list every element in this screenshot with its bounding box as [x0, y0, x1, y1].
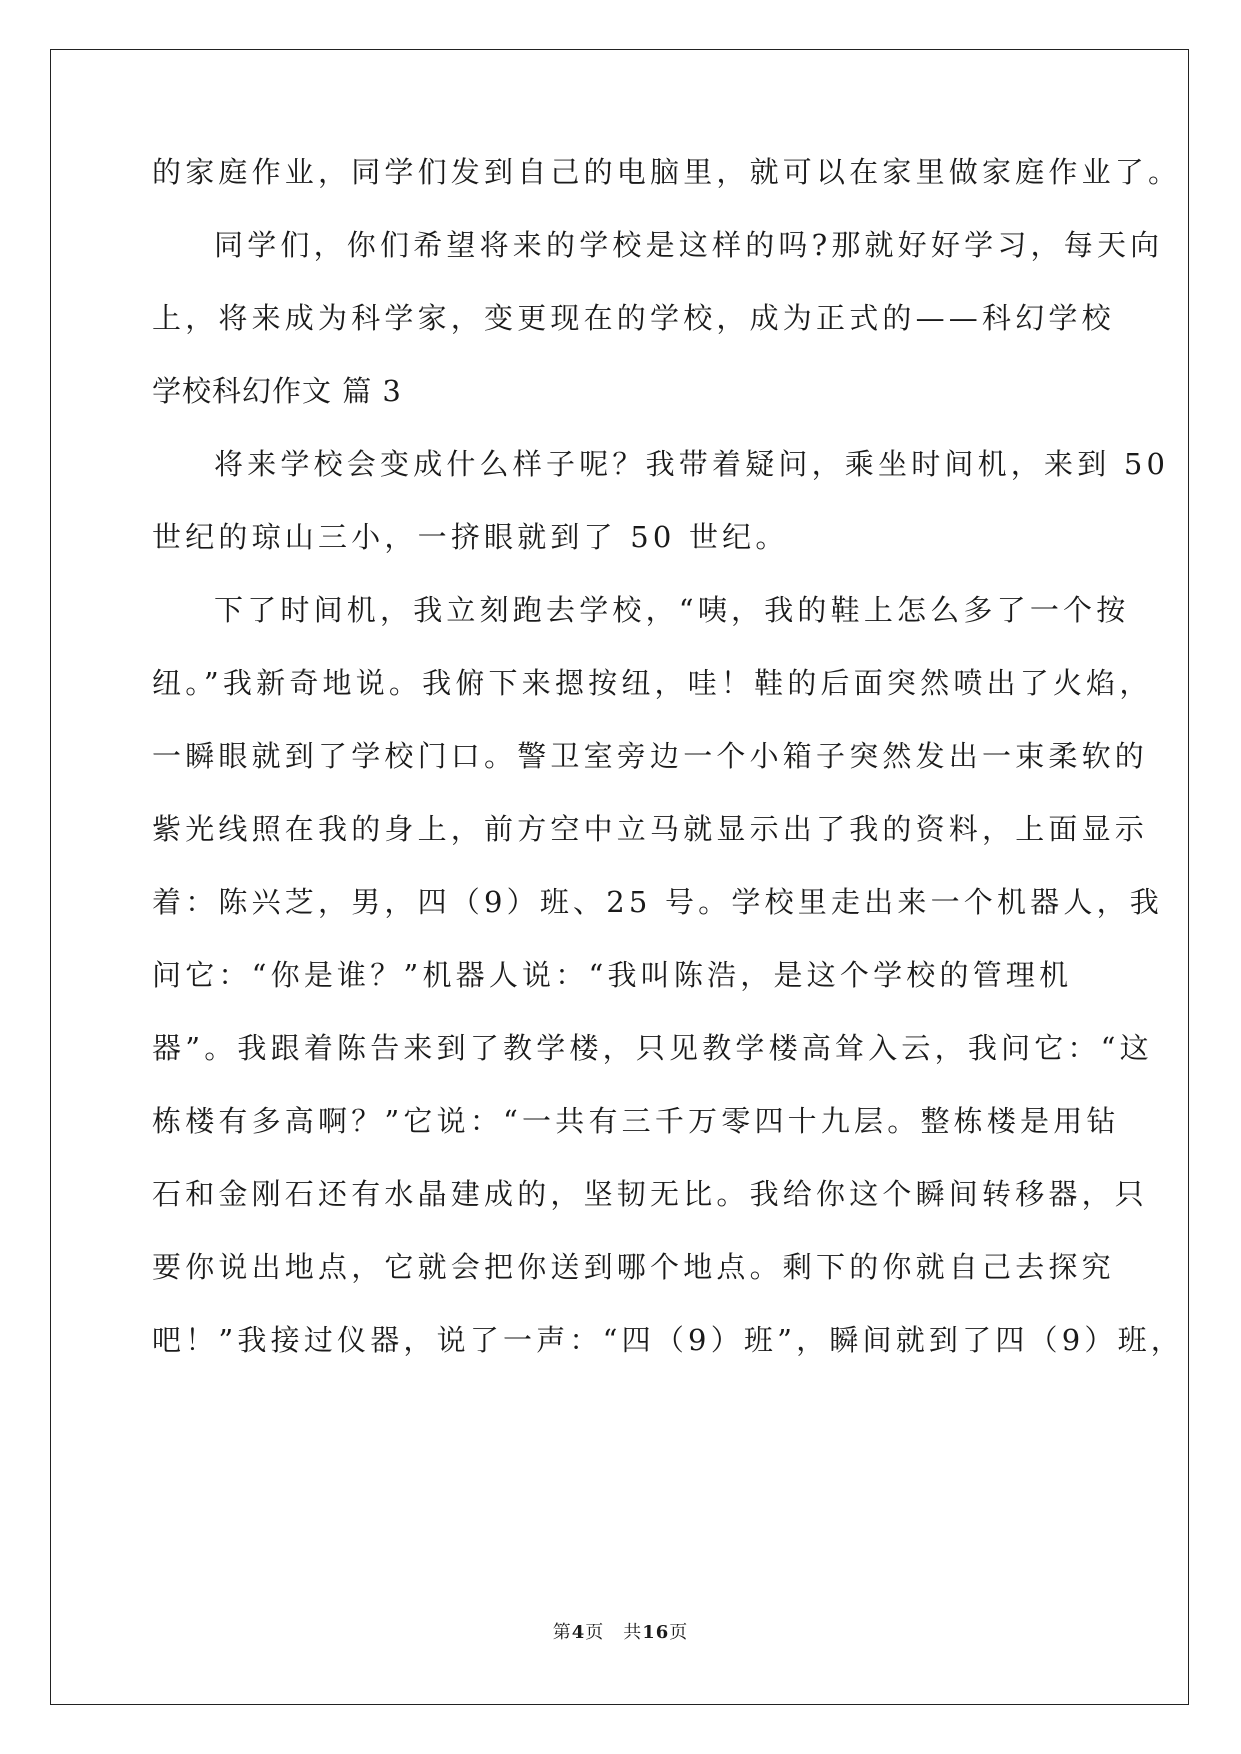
- text-line: 纽。”我新奇地说。我俯下来摁按纽，哇！鞋的后面突然喷出了火焰，: [152, 666, 1153, 700]
- text-line: 世纪的琼山三小，一挤眼就到了 50 世纪。: [152, 520, 789, 554]
- text-line: 下了时间机，我立刻跑去学校，“咦，我的鞋上怎么多了一个按: [214, 593, 1130, 627]
- text-line: 上，将来成为科学家，变更现在的学校，成为正式的——科幻学校: [152, 301, 1115, 335]
- text-line: 着：陈兴芝，男，四（9）班、25 号。学校里走出来一个机器人，我: [152, 885, 1163, 919]
- section-heading: 学校科幻作文 篇 3: [152, 374, 402, 408]
- text-line: 要你说出地点，它就会把你送到哪个地点。剩下的你就自己去探究: [152, 1250, 1115, 1284]
- text-line: 紫光线照在我的身上，前方空中立马就显示出了我的资料，上面显示: [152, 812, 1149, 846]
- text-line: 器”。我跟着陈告来到了教学楼，只见教学楼高耸入云，我问它：“这: [152, 1031, 1153, 1065]
- footer-total-pages: 16: [642, 1622, 670, 1643]
- text-line: 问它：“你是谁？”机器人说：“我叫陈浩，是这个学校的管理机: [152, 958, 1073, 992]
- footer-page-mid: 页 共: [585, 1622, 643, 1643]
- text-line: 吧！”我接过仪器，说了一声：“四（9）班”，瞬间就到了四（9）班，: [152, 1323, 1184, 1357]
- text-line: 石和金刚石还有水晶建成的，坚韧无比。我给你这个瞬间转移器，只: [152, 1177, 1149, 1211]
- footer-page-prefix: 第: [552, 1622, 572, 1643]
- text-line: 的家庭作业，同学们发到自己的电脑里，就可以在家里做家庭作业了。: [152, 155, 1182, 189]
- footer-page-suffix: 页: [669, 1622, 689, 1643]
- text-line: 一瞬眼就到了学校门口。警卫室旁边一个小箱子突然发出一束柔软的: [152, 739, 1149, 773]
- text-line: 将来学校会变成什么样子呢？我带着疑问，乘坐时间机，来到 50: [214, 447, 1170, 481]
- text-line: 同学们，你们希望将来的学校是这样的吗?那就好好学习，每天向: [214, 228, 1164, 262]
- footer-page-number: 4: [571, 1622, 586, 1643]
- page-footer: [0, 1618, 1241, 1644]
- text-line: 栋楼有多高啊？”它说：“一共有三千万零四十九层。整栋楼是用钻: [152, 1104, 1120, 1138]
